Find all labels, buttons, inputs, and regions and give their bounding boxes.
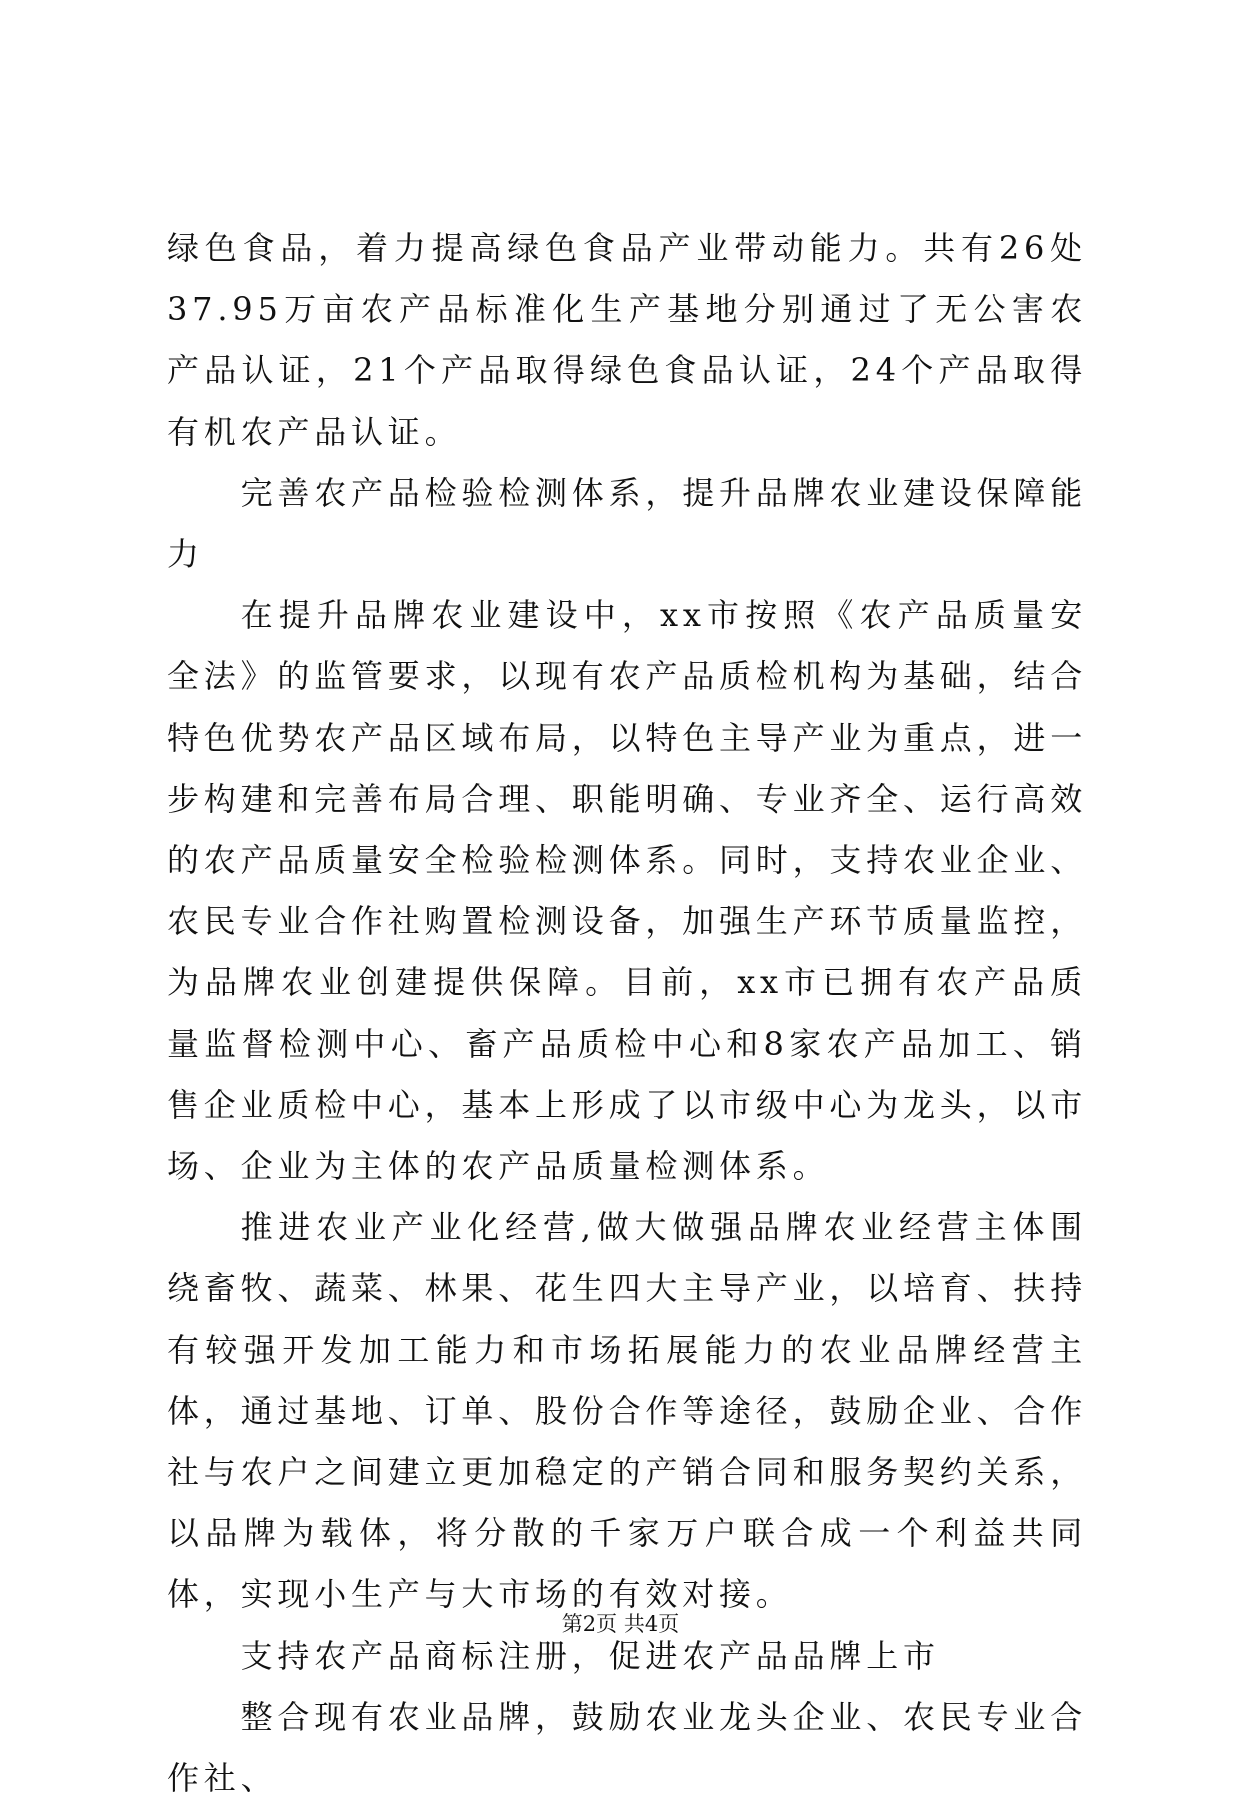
paragraph-brand-integration: 整合现有农业品牌，鼓励农业龙头企业、农民专业合作社、 [167,1697,1087,1798]
heading-trademark-registration: 支持农产品商标注册，促进农产品品牌上市 [240,1636,940,1675]
page-number-footer: 第2页 共4页 [561,1612,680,1636]
paragraph-inspection-system: 在提升品牌农业建设中，xx市按照《农产品质量安全法》的监管要求，以现有农产品质检机构为基础，结合特色优势农产品区域布局，以特色主导产业为重点，进一步构建和完善布局合理、职能明确、专业齐全、运行高效的农产品质量安全检验检测体系。同时，支持农业企业、农民专业合作社购置检测设备，加强生产环节质量监控，为品牌农业创建提供保障。目前，xx市已拥有农产品质量监督检测中心、畜产品质检中心和8家农产品加工、销售企业质检中心，基本上形成了以市级中心为龙头，以市场、企业为主体的农产品质量检测体系。 [167,596,1088,1186]
paragraph-industrialization: 推进农业产业化经营,做大做强品牌农业经营主体围绕畜牧、蔬菜、林果、花生四大主导产业，以培育、扶持有较强开发加工能力和市场拓展能力的农业品牌经营主体，通过基地、订单、股份合作等途径，鼓励企业、合作社与农户之间建立更加稳定的产销合同和服务契约关系，以品牌为载体，将分散的千家万户联合成一个利益共同体，实现小生产与大市场的有效对接。 [167,1208,1088,1614]
heading-inspection-system: 完善农产品检验检测体系，提升品牌农业建设保障能力 [167,473,1087,574]
document-body [167,218,1087,1809]
paragraph-green-food: 绿色食品，着力提高绿色食品产业带动能力。共有26处37.95万亩农产品标准化生产基地分别通过了无公害农产品认证，21个产品取得绿色食品认证，24个产品取得有机农产品认证。 [167,229,1087,451]
